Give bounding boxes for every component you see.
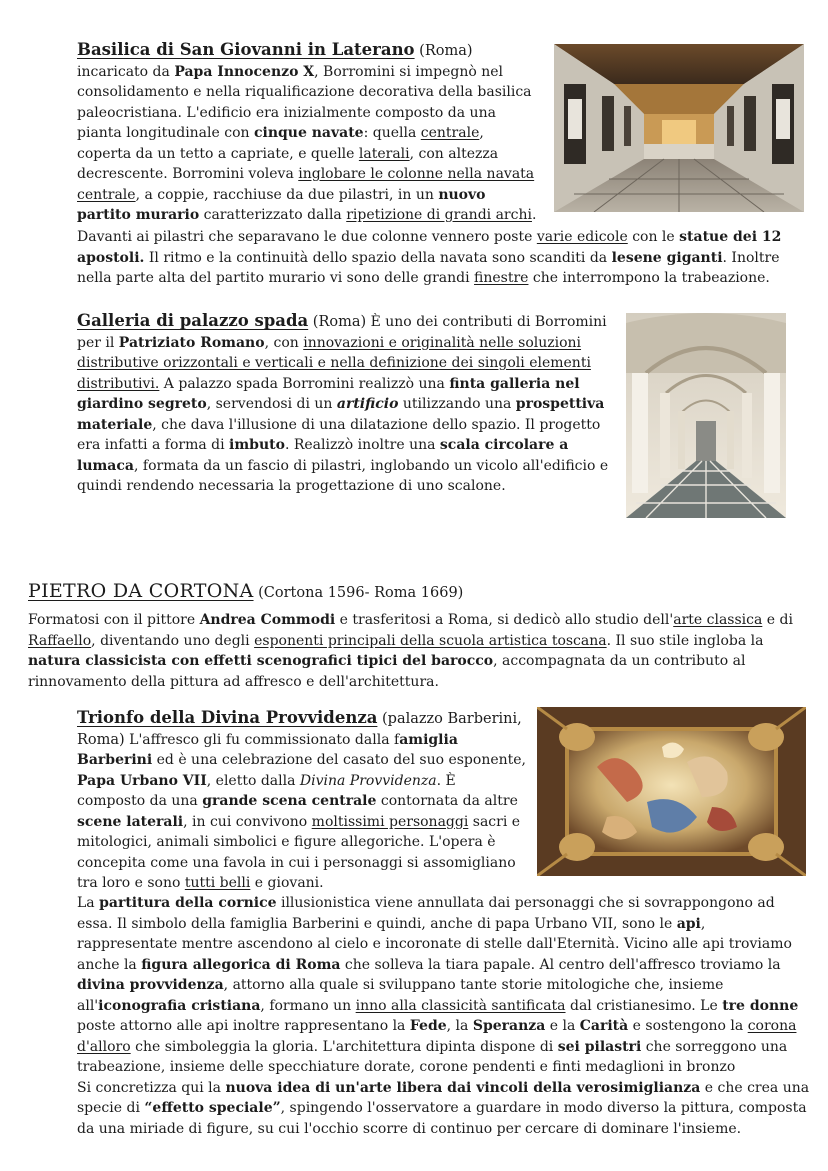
text-run: prospettiva materiale (77, 396, 605, 433)
text-run: , servendosi di un (206, 396, 337, 412)
cortona-heading (28, 581, 808, 604)
text-run: Speranza (472, 1018, 546, 1034)
text-run: . Il suo stile ingloba la (606, 632, 764, 649)
text-run: scene laterali (77, 813, 184, 830)
text-run: tutti belli (184, 875, 251, 891)
text-run: e di (762, 612, 793, 628)
cortona-dates: (Cortona 1596- Roma 1669) (253, 585, 464, 601)
cortona-paragraph (28, 610, 808, 692)
text-run: Davanti ai pilastri che separavano le due colonne vennero poste (77, 229, 537, 245)
text-run: esponenti principali della scuola artistica toscana (254, 632, 607, 649)
text-run: api (676, 915, 701, 932)
text-run: , la (446, 1018, 473, 1034)
text-run: amiglia Barberini (77, 731, 458, 768)
text-run: dal cristianesimo. Le (565, 997, 723, 1014)
text-run: laterali (358, 145, 410, 162)
text-run: contornata da altre (376, 793, 518, 809)
text-run: e che crea una specie di (77, 1079, 810, 1116)
text-run: , spingendo l'osservatore a guardare in modo diverso la pittura, composta da una miriade di figure, su cui l'occhio scorre di continuo per cercare di dominare l'insieme. (77, 1100, 807, 1137)
trionfo-paragraphs (77, 893, 810, 1139)
galleria-photo (626, 313, 786, 518)
text-run: Formatosi con il pittore (28, 612, 200, 628)
basilica-paragraph-1 (77, 40, 539, 226)
text-run: iconografia cristiana (98, 997, 261, 1014)
trionfo-paragraph-1 (77, 708, 527, 894)
basilica-photo (554, 44, 804, 212)
text-run: che interrompono la trabeazione. (528, 270, 770, 286)
text-run: e la (545, 1018, 580, 1034)
text-run: illusionistica viene annullata dai personaggi che si sovrappongono ad essa. Il simbolo della famiglia Barberini e quindi, anche di papa Urbano VII, sono le (77, 895, 775, 932)
galleria-paragraph (77, 311, 610, 497)
text-run: finta galleria nel giardino segreto (77, 375, 580, 412)
text-run: A palazzo spada Borromini realizzò una (159, 375, 450, 392)
text-run: grande scena centrale (202, 793, 377, 809)
text-run: varie edicole (536, 229, 628, 245)
text-run: Papa Urbano VII (77, 772, 207, 789)
text-run: Carità (579, 1018, 629, 1034)
trionfo-title: Trionfo della Divina Provvidenza (77, 708, 378, 727)
galleria-location: (Roma) (308, 314, 367, 330)
text-run: . Inoltre nella parte alta del partito murario vi sono delle grandi (77, 249, 780, 286)
text-run: Si concretizza qui la (77, 1079, 226, 1096)
text-run: incaricato da (77, 63, 175, 80)
text-run: Il ritmo e la continuità dello spazio della navata sono scanditi da (144, 249, 612, 266)
text-run: , attorno alla quale si sviluppano tante storie mitologiche che, insieme all' (77, 977, 724, 1014)
trionfo-paragraph-2 (77, 893, 810, 1078)
trionfo-text-1 (77, 732, 526, 892)
text-run: Papa Innocenzo X (174, 63, 315, 80)
cortona-name: PIETRO DA CORTONA (28, 580, 254, 602)
text-run: , eletto dalla (206, 772, 300, 789)
text-run: e sostengono la (628, 1018, 748, 1034)
text-run: imbuto (229, 437, 285, 453)
text-run: , Borromini si impegnò nel consolidamento e nella riqualificazione decorativa della basilica paleocristiana. L'edificio era inizialmente composto da una pianta longitudinale con (77, 63, 532, 141)
trionfo-paragraph-3 (77, 1078, 810, 1140)
basilica-title: Basilica di San Giovanni in Laterano (77, 40, 415, 59)
basilica-paragraph-2 (77, 227, 802, 289)
text-run: centrale (420, 125, 480, 141)
text-run: caratterizzato dalla (199, 207, 347, 223)
text-run: , con (264, 334, 304, 351)
text-run: divina provvidenza (77, 977, 224, 993)
text-run: che sorreggono una trabeazione, insieme delle specchiature dorate, corone pendenti e finti medaglioni in bronzo (77, 1038, 788, 1075)
text-run: e giovani. (250, 875, 324, 891)
text-run: , accompagnata da un contributo al rinnovamento della pittura ad affresco e dell'architettura. (28, 653, 746, 690)
text-run: innovazioni e originalità nelle soluzioni distributive orizzontali e verticali e nella definizione dei singoli elementi distributivi. (77, 334, 591, 392)
text-run: corona d'alloro (77, 1018, 797, 1055)
text-run: . Realizzò inoltre una (284, 437, 440, 453)
text-run: con le (627, 229, 680, 245)
text-run: sacri e mitologici, animali simbolici e figure allegoriche. L'opera è concepita come una favola in cui i personaggi si assomigliano tra loro e sono (77, 813, 521, 891)
text-run: finestre (474, 270, 529, 286)
text-run: . È composto da una (77, 772, 456, 809)
basilica-location: (Roma) (414, 43, 473, 59)
trionfo-location: (palazzo Barberini, Roma) (77, 711, 522, 748)
text-run: , a coppie, racchiuse da due pilastri, in un (135, 186, 439, 203)
text-run: nuova idea di un'arte libera dai vincoli della verosimiglianza (225, 1079, 701, 1096)
text-run: cinque navate (253, 125, 364, 141)
text-run: Divina Provvidenza (299, 772, 437, 789)
text-run: La (77, 895, 100, 911)
text-run: utilizzando una (398, 396, 516, 412)
text-run: L'affresco gli fu commissionato dalla f (124, 731, 400, 748)
text-run: inglobare le colonne nella navata centrale (77, 166, 535, 203)
galleria-title: Galleria di palazzo spada (77, 311, 309, 330)
text-run: ripetizione di grandi archi (346, 207, 532, 223)
basilica-text-1 (77, 64, 536, 224)
text-run: natura classicista con effetti scenografici tipici del barocco (28, 653, 494, 669)
text-run: che solleva la tiara papale. Al centro dell'affresco troviamo la (340, 956, 781, 973)
text-run: scala circolare a lumaca (77, 437, 569, 474)
text-run: , in cui convivono (183, 813, 312, 830)
text-run: È uno dei contributi di Borromini per il (77, 314, 607, 351)
text-run: , formano un (260, 997, 356, 1014)
text-run: sei pilastri (557, 1038, 642, 1055)
galleria-text (77, 314, 608, 494)
text-run: , con altezza decrescente. Borromini voleva (77, 145, 499, 182)
text-run: moltissimi personaggi (311, 813, 469, 830)
text-run: artificio (336, 396, 399, 412)
text-run: e trasferitosi a Roma, si dedicò allo studio dell' (335, 612, 674, 628)
text-run: Raffaello (28, 632, 92, 649)
text-run: Andrea Commodi (199, 612, 336, 628)
text-run: lesene giganti (611, 249, 723, 266)
text-run: , coperta da un tetto a capriate, e quelle (77, 125, 484, 162)
text-run: Fede (409, 1018, 447, 1034)
text-run: “effetto speciale” (144, 1100, 281, 1116)
text-run: arte classica (673, 612, 763, 628)
text-run: tre donne (722, 997, 799, 1014)
text-run: inno alla classicità santificata (355, 997, 566, 1014)
text-run: che simboleggia la gloria. L'architettura dipinta dispone di (130, 1038, 558, 1055)
text-run: Patriziato Romano (118, 334, 265, 351)
text-run: statue dei 12 apostoli. (77, 229, 782, 266)
text-run: , formata da un fascio di pilastri, inglobando un vicolo all'edificio e quindi rendendo necessaria la progettazione di uno scalone. (77, 457, 609, 494)
text-run: nuovo partito murario (77, 186, 486, 223)
text-run: , diventando uno degli (91, 632, 255, 649)
text-run: ed è una celebrazione del casato del suo esponente, (152, 752, 527, 768)
text-run: . (531, 207, 537, 223)
text-run: , rappresentate mentre ascendono al cielo e incoronate di stelle dall'Eternità. Vicino alle api troviamo anche la (77, 915, 792, 973)
text-run: poste attorno alle api inoltre rappresentano la (77, 1018, 410, 1034)
text-run: : quella (363, 125, 421, 141)
text-run: , che dava l'illusione di una dilatazione dello spazio. Il progetto era infatti a forma di (77, 416, 601, 453)
text-run: partitura della cornice (99, 895, 277, 911)
text-run: figura allegorica di Roma (141, 956, 341, 973)
trionfo-photo (537, 707, 806, 876)
